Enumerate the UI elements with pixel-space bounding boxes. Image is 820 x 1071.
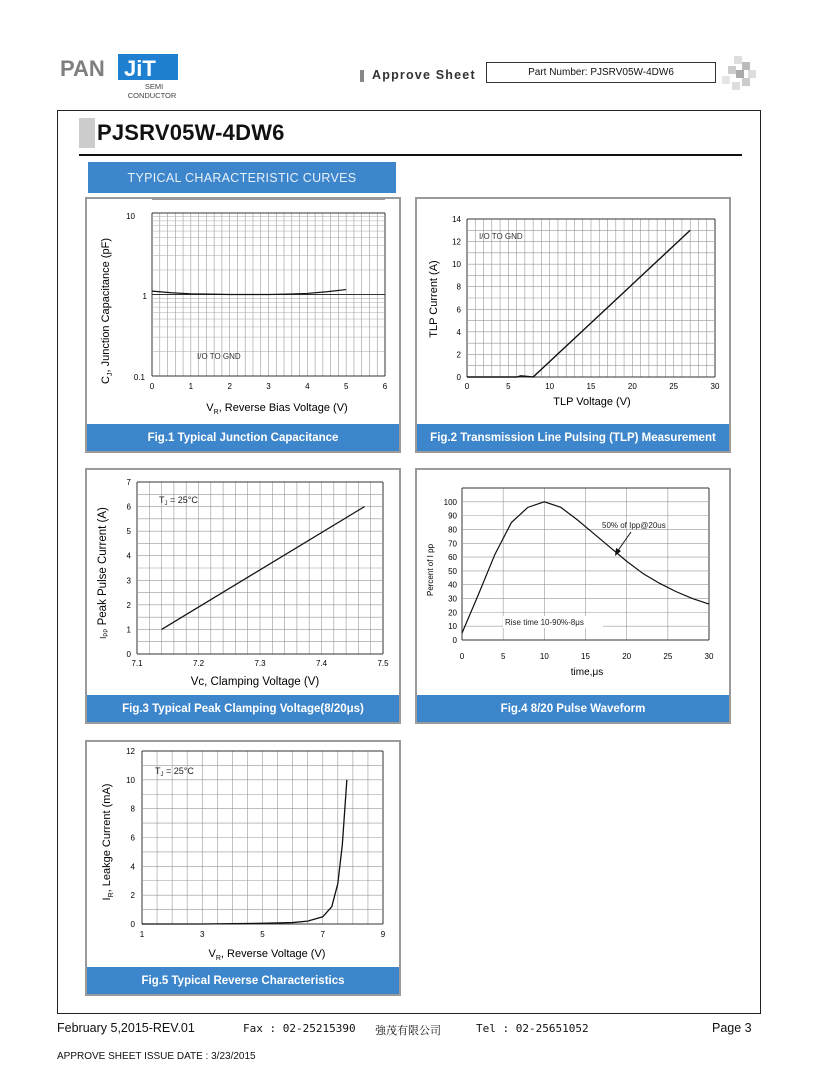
figure-2-ytick: 6 <box>456 305 461 315</box>
figure-2-xtick: 25 <box>669 382 679 391</box>
checker-decoration <box>722 56 758 92</box>
figure-3-chart <box>87 470 399 695</box>
figure-2-ytick: 2 <box>456 350 461 360</box>
section-banner: TYPICAL CHARACTERISTIC CURVES <box>88 162 396 193</box>
figure-4-ylabel: Percent of I pp <box>426 543 435 597</box>
figure-4-ytick: 20 <box>448 608 457 618</box>
figure-5-chart <box>87 742 399 967</box>
figure-1-ytick: 0.1 <box>133 373 145 382</box>
figure-4-ytick: 50 <box>448 566 457 576</box>
figure-5-grid <box>142 751 383 924</box>
figure-2-xtick: 5 <box>506 382 511 391</box>
document-title: PJSRV05W-4DW6 <box>97 120 285 145</box>
figure-1-xticks <box>150 382 388 391</box>
figure-5-xtick: 5 <box>260 930 265 939</box>
figure-4-ytick: 90 <box>448 511 457 521</box>
figure-1-ylabel: $C_J$, Junction Capacitance (pF) <box>100 238 114 384</box>
logo-sub-conductor: CONDUCTOR <box>127 91 177 100</box>
figure-4-ytick: 30 <box>448 594 457 604</box>
figure-5-xticks <box>140 930 386 939</box>
title-divider <box>79 154 742 156</box>
figure-2-ytick: 14 <box>452 215 461 224</box>
figure-2-xtick: 0 <box>464 382 470 391</box>
figure-4-ytick: 70 <box>448 539 457 549</box>
figure-1-xtick: 0 <box>149 382 155 391</box>
figure-5-ytick: 0 <box>130 920 135 929</box>
approve-sheet-label: Approve Sheet <box>372 68 476 82</box>
figure-2-yticks <box>452 215 461 382</box>
part-number-box: Part Number: PJSRV05W-4DW6 <box>486 62 716 83</box>
figure-4-xtick: 25 <box>663 652 673 661</box>
figure-3-annotation: $T_J = 25^\circ C$ <box>159 495 198 507</box>
figure-5-xlabel: $V_R$, Reverse Voltage (V) <box>208 948 326 962</box>
figure-2-chart <box>417 199 729 424</box>
figure-3-panel <box>85 468 401 724</box>
figure-4-caption: Fig.4 8/20 Pulse Waveform <box>417 695 729 722</box>
figure-3-xtick: 7.4 <box>315 659 328 668</box>
figure-4-xtick: 20 <box>622 652 632 661</box>
figure-1-xtick: 6 <box>382 382 388 391</box>
figure-3-xtick: 7.2 <box>192 659 205 668</box>
figure-1-xtick: 4 <box>305 382 310 391</box>
figure-5-xtick: 7 <box>320 930 325 939</box>
approve-sheet-marker <box>360 70 364 82</box>
figure-5-ytick: 12 <box>126 747 135 756</box>
figure-3-ytick: 2 <box>126 600 131 610</box>
figure-1-xtick: 2 <box>227 382 232 391</box>
figure-4-chart <box>417 470 729 695</box>
figure-5-ytick: 6 <box>130 833 135 843</box>
figure-1-chart <box>87 199 399 424</box>
figure-4-annotation-rise: Rise time 10-90%-8μs <box>505 618 584 627</box>
title-marker <box>79 118 95 148</box>
figure-2-panel <box>415 197 731 453</box>
figure-1-xtick: 1 <box>188 382 194 391</box>
footer-page-number: Page 3 <box>712 1021 752 1035</box>
figure-3-yticks <box>127 478 132 659</box>
figure-2-ytick: 4 <box>456 327 461 337</box>
figure-4-arrowhead <box>615 548 621 556</box>
figure-3-ytick: 1 <box>126 625 131 635</box>
figure-4-xticks <box>460 652 714 661</box>
figure-1-xtick: 3 <box>266 382 271 391</box>
figure-2-xtick: 30 <box>710 382 720 391</box>
figure-4-ytick: 100 <box>443 497 457 507</box>
figure-5-yticks <box>126 747 135 929</box>
figure-2-xticks <box>465 382 720 391</box>
logo-text-pan: PAN <box>60 56 105 81</box>
figure-3-xtick: 7.3 <box>254 659 266 668</box>
figure-5-ytick: 10 <box>126 775 135 785</box>
figure-4-ytick: 0 <box>452 636 457 645</box>
figure-1-xlabel: $V_R$, Reverse Bias Voltage (V) <box>206 402 348 416</box>
figure-4-xtick: 30 <box>704 652 714 661</box>
figure-4-ytick: 40 <box>448 580 457 590</box>
figure-4-ytick: 80 <box>448 525 457 535</box>
figure-4-yticks <box>444 498 458 645</box>
figure-1-annotation: I/O TO GND <box>197 352 241 361</box>
figure-2-ylabel: TLP Current (A) <box>428 260 440 338</box>
figure-5-annotation: $T_J = 25^\circ C$ <box>155 766 194 778</box>
figure-5-xtick: 3 <box>200 930 205 939</box>
figure-4-xtick: 10 <box>539 652 549 661</box>
figure-1-ytick: 10 <box>126 212 135 221</box>
figure-4-xtick: 5 <box>500 652 506 661</box>
figure-5-xtick: 1 <box>139 930 145 939</box>
figure-2-ytick: 8 <box>456 282 461 292</box>
figure-2-ytick: 0 <box>456 373 461 382</box>
figure-3-ytick: 4 <box>126 551 131 561</box>
figure-4-arrow <box>617 532 631 552</box>
figure-3-ytick: 5 <box>126 527 131 537</box>
figure-1-caption: Fig.1 Typical Junction Capacitance <box>87 424 399 451</box>
figure-1-xtick: 5 <box>343 382 349 391</box>
figure-2-ytick: 10 <box>452 260 461 270</box>
figure-2-annotation: I/O TO GND <box>479 232 523 241</box>
figure-1-panel <box>85 197 401 453</box>
figure-3-grid <box>137 482 383 654</box>
figure-2-xlabel: TLP Voltage (V) <box>553 396 631 408</box>
figure-4-ytick: 10 <box>448 622 457 632</box>
footer-fax: Fax : 02-25215390 <box>243 1022 356 1035</box>
figure-5-ytick: 4 <box>130 862 135 872</box>
figure-3-ytick: 6 <box>126 502 131 512</box>
figure-4-ytick: 60 <box>448 553 457 563</box>
figure-3-ylabel: IPP Peak Pulse Current (A) <box>97 507 110 639</box>
figure-2-caption: Fig.2 Transmission Line Pulsing (TLP) Measurement <box>417 424 729 451</box>
figure-4-annotation-half: 50% of Ipp@20us <box>602 521 666 530</box>
figure-5-ytick: 2 <box>130 891 135 901</box>
figure-2-xtick: 15 <box>586 382 596 391</box>
figure-3-xticks <box>131 659 389 668</box>
figure-4-xtick: 0 <box>459 652 465 661</box>
figure-2-xtick: 10 <box>545 382 555 391</box>
figure-5-xtick: 9 <box>380 930 386 939</box>
figure-3-xtick: 7.1 <box>131 659 143 668</box>
footer-company: 強茂有限公司 <box>375 1025 441 1037</box>
figure-1-ytick: 1 <box>142 292 147 301</box>
figure-3-caption: Fig.3 Typical Peak Clamping Voltage(8/20μs) <box>87 695 399 722</box>
figure-4-xtick: 15 <box>581 652 590 661</box>
figure-5-ytick: 8 <box>130 804 135 814</box>
figure-5-panel <box>85 740 401 996</box>
figure-3-ytick: 3 <box>126 576 131 586</box>
panjit-logo <box>60 52 180 100</box>
footer-tel: Tel : 02-25651052 <box>476 1022 589 1035</box>
figure-3-ytick: 7 <box>126 478 131 487</box>
figure-4-panel <box>415 468 731 724</box>
figure-4-xlabel: time,μs <box>570 667 604 678</box>
logo-sub-semi: SEMI <box>144 82 164 91</box>
footer-issue-date: APPROVE SHEET ISSUE DATE : 3/23/2015 <box>57 1051 256 1062</box>
figure-3-ytick: 0 <box>126 650 131 659</box>
figure-2-xtick: 20 <box>627 382 637 391</box>
figure-1-curve <box>152 290 346 295</box>
figure-2-curve <box>467 230 690 377</box>
figure-1-grid <box>152 199 385 376</box>
figure-5-ylabel: $I_R$, Leakge Current (mA) <box>101 783 115 901</box>
figure-2-ytick: 12 <box>452 237 461 247</box>
figure-5-caption: Fig.5 Typical Reverse Characteristics <box>87 967 399 994</box>
figure-3-xlabel: Vc, Clamping Voltage (V) <box>190 676 320 688</box>
logo-text-jit: JiT <box>124 56 156 81</box>
figure-3-xtick: 7.5 <box>377 659 389 668</box>
footer-date-rev: February 5,2015-REV.01 <box>57 1021 195 1035</box>
